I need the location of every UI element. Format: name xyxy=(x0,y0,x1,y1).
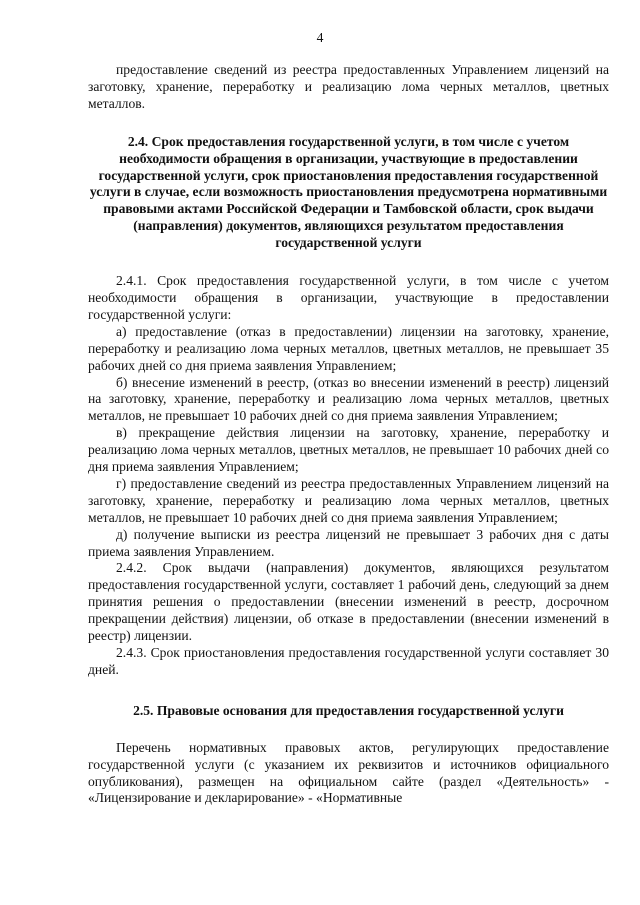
paragraph-item-d: д) получение выписки из реестра лицензий не превышает 3 рабочих дня с даты приема заявления Управлением. xyxy=(88,526,609,559)
paragraph-item-g: г) предоставление сведений из реестра предоставленных Управлением лицензий на заготовку, хранение, переработку и реализацию лома черных металлов, цветных металлов, не превышает 10 рабочих дней со дня приема заявления Управлением; xyxy=(88,475,609,525)
section-2-4-heading: 2.4. Срок предоставления государственной услуги, в том числе с учетом необходимости обращения в организации, участвующие в предоставлении государственной услуги, срок приостановления предоставления государственной услуги в случае, если возможность приостановления предусмотрена нормативными правовыми актами Российской Федерации и Тамбовской области, срок выдачи (направления) документов, являющихся результатом предоставления государственной услуги xyxy=(89,133,608,251)
paragraph-item-v: в) прекращение действия лицензии на заготовку, хранение, переработку и реализацию лома черных металлов, цветных металлов, не превышает 10 рабочих дней со дня приема заявления Управлением; xyxy=(88,425,609,475)
page-number: 4 xyxy=(316,30,324,45)
paragraph-2-4-1: 2.4.1. Срок предоставления государственной услуги, в том числе с учетом необходимости обращения в организации, участвующие в предоставлении государственной услуги: xyxy=(88,273,609,322)
paragraph-item-b: б) внесение изменений в реестр, (отказ во внесении изменений в реестр) лицензий на заготовку, хранение, переработку и реализацию лома черных металлов, цветных металлов, не превышает 10 рабочих дней со дня приема заявления Управлением; xyxy=(88,374,609,424)
section-2-4-body xyxy=(88,273,609,679)
paragraph-2-5: Перечень нормативных правовых актов, регулирующих предоставление государственной услуги (с указанием их реквизитов и источников официального опубликования), размещен на официальном сайте (раздел «Деятельность» - «Лицензирование и декларирование» - «Нормативные xyxy=(88,739,609,806)
paragraph-2-4-2: 2.4.2. Срок выдачи (направления) документов, являющихся результатом предоставления государственной услуги, составляет 1 рабочий день, следующий за днем принятия решения о предоставлении (внесении изменений в реестр, досрочном прекращении действия) лицензии, об отказе в предоставлении (внесении изменений в реестр) лицензии. xyxy=(88,560,609,644)
intro-paragraph: предоставление сведений из реестра предоставленных Управлением лицензий на заготовку, хранение, переработку и реализацию лома черных металлов, цветных металлов. xyxy=(88,62,609,111)
section-2-5-heading: 2.5. Правовые основания для предоставления государственной услуги xyxy=(133,702,564,718)
paragraph-item-a: а) предоставление (отказ в предоставлении) лицензии на заготовку, хранение, переработку и реализацию лома черных металлов, цветных металлов, не превышает 35 рабочих дней со дня приема заявления Управлением; xyxy=(88,323,609,373)
paragraph-2-4-3: 2.4.3. Срок приостановления предоставления государственной услуги составляет 30 дней. xyxy=(88,645,609,677)
page-content xyxy=(88,62,609,807)
